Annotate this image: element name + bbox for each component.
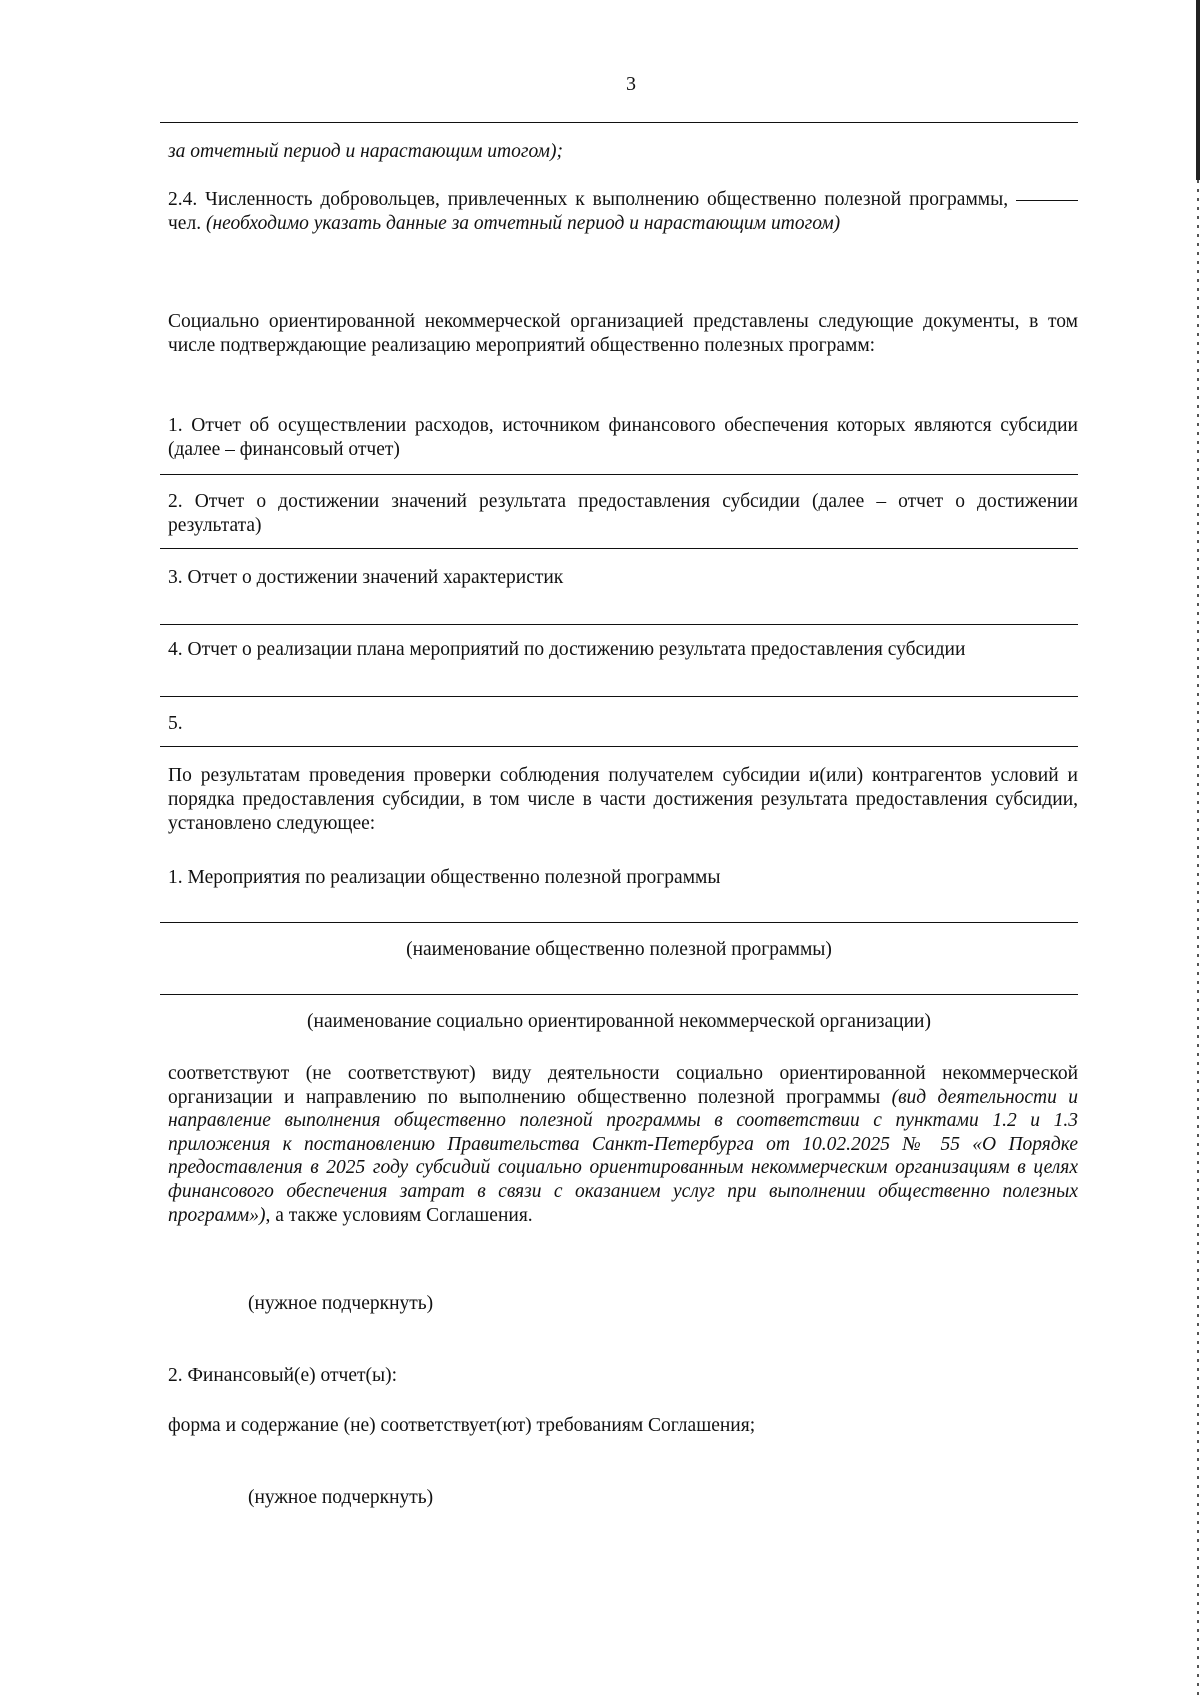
document-item-5: 5. <box>168 713 183 734</box>
underline-note-1: (нужное подчеркнуть) <box>248 1293 434 1314</box>
document-item-4: 4. Отчет о реализации плана мероприятий по достижению результата предоставления субсидии <box>168 639 966 660</box>
document-rule-5 <box>160 746 1078 747</box>
documents-intro: Социально ориентированной некоммерческой организацией представлены следующие документы, в том числе подтверждающие реализацию мероприятий общественно полезных программ: <box>168 311 1078 356</box>
check-intro: По результатам проведения проверки соблюдения получателем субсидии и(или) контрагентов условий и порядка предоставления субсидии, в том числе в части достижения результата предоставления субсидии, установлено следующее: <box>168 765 1078 834</box>
underline-note-2: (нужное подчеркнуть) <box>248 1487 434 1508</box>
compliance-note: (вид деятельности и направление выполнения общественно полезной программы в соответствии с пунктами 1.2 и 1.3 приложения к постановлению Правительства Санкт-Петербурга от 10.02.2025 № 55 «О Порядке предоставления в 2025 году субсидий социально ориентированным некоммерческим организациям в целях финансового обеспечения затрат в связи с оказанием услуг при выполнении общественно полезных программ») <box>168 1086 1078 1226</box>
finding-1: 1. Мероприятия по реализации общественно полезной программы <box>168 867 721 888</box>
org-name-caption: (наименование социально ориентированной некоммерческой организации) <box>307 1011 931 1032</box>
document-rule-4 <box>160 696 1078 697</box>
document-rule-2 <box>160 548 1078 549</box>
finding-2: 2. Финансовый(е) отчет(ы): <box>168 1365 398 1386</box>
compliance-tail: , а также условиям Соглашения. <box>265 1204 533 1226</box>
continuation-text: за отчетный период и нарастающим итогом); <box>168 141 563 162</box>
document-rule-1 <box>160 474 1078 475</box>
item-2-4-text: 2.4. Численность добровольцев, привлеченных к выполнению общественно полезной программы, <box>168 189 1009 210</box>
program-name-line <box>160 922 1078 923</box>
item-2-4-note: (необходимо указать данные за отчетный период и нарастающим итогом) <box>205 213 841 234</box>
compliance-paragraph <box>168 1062 1078 1227</box>
scan-edge-dots <box>1197 180 1199 1696</box>
volunteers-count-blank <box>1016 200 1078 201</box>
item-2-4 <box>168 188 1078 236</box>
program-name-caption: (наименование общественно полезной программы) <box>406 939 832 960</box>
document-item-3: 3. Отчет о достижении значений характеристик <box>168 567 564 588</box>
scan-edge-mark <box>1196 0 1200 180</box>
document-item-1: 1. Отчет об осуществлении расходов, источником финансового обеспечения которых являются субсидии (далее – финансовый отчет) <box>168 415 1078 460</box>
document-rule-3 <box>160 624 1078 625</box>
item-2-4-unit: чел. <box>168 213 202 234</box>
top-rule <box>160 122 1078 123</box>
page-number: 3 <box>626 73 636 95</box>
org-name-line <box>160 994 1078 995</box>
compliance-text: соответствуют (не соответствуют) виду деятельности социально ориентированной некоммерческой организации и направлению по выполнению общественно полезной программы <box>168 1063 1078 1108</box>
form-content-line: форма и содержание (не) соответствует(ют) требованиям Соглашения; <box>168 1415 756 1436</box>
document-item-2: 2. Отчет о достижении значений результата предоставления субсидии (далее – отчет о достижении результата) <box>168 491 1078 536</box>
